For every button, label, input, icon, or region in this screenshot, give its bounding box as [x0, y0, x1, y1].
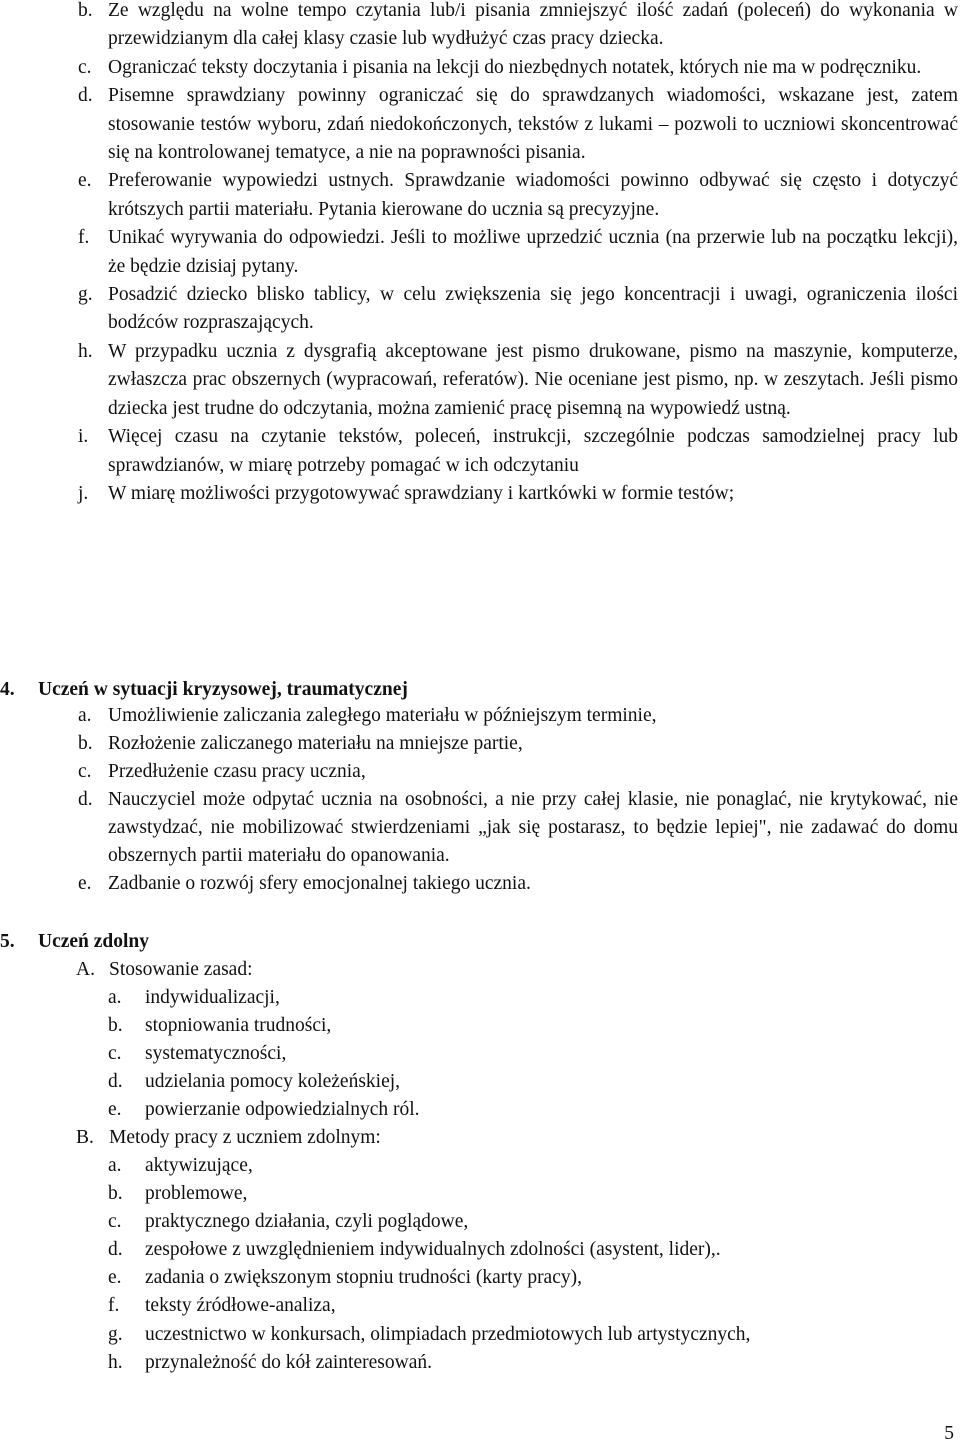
list-item: [108, 1096, 928, 1124]
item-text: Ograniczać teksty doczytania i pisania na lekcji do niezbędnych notatek, których nie ma w podręczniku.: [108, 56, 922, 78]
item-marker: a.: [78, 705, 92, 726]
subsection-marker: B.: [76, 1127, 94, 1148]
item-text: zadania o zwiększonym stopniu trudności (karty pracy),: [145, 1267, 582, 1289]
item-text: Rozłożenie zaliczanego materiału na mniejsze partie,: [108, 733, 523, 754]
list-item: [78, 54, 958, 82]
list-item: [108, 1292, 948, 1320]
item-marker: c.: [78, 761, 92, 782]
item-marker: h.: [108, 1351, 123, 1373]
item-marker: a.: [108, 1155, 122, 1176]
item-marker: j.: [78, 482, 89, 504]
subsection-title: Stosowanie zasad:: [109, 959, 253, 980]
list-item: [108, 1349, 948, 1377]
list-item: [108, 984, 928, 1012]
item-marker: f.: [108, 1295, 120, 1317]
list-item: [108, 1321, 948, 1349]
item-text: W przypadku ucznia z dysgrafią akceptowane jest pismo drukowane, pismo na maszynie, komputerze, zwłaszcza prac obszernych (wypracowań, referatów). Nie oceniane jest pismo, np. w zeszytach. Jeśli pismo dziecka jest trudne do odczytania, można zamienić pracę pisemną na wypowiedź ustną.: [108, 340, 958, 419]
list-item: [108, 1264, 948, 1292]
list-item: [108, 1012, 928, 1040]
item-text: powierzanie odpowiedzialnych ról.: [145, 1099, 420, 1121]
section-5-heading: [0, 928, 149, 956]
item-text: Pisemne sprawdziany powinny ograniczać się do sprawdzanych wiadomości, wskazane jest, zatem stosowanie testów wyboru, zdań niedokończonych, tekstów z lukami – pozwoli to uczniowi skoncentrować się na kontrolowanej tematyce, a nie na poprawności pisania.: [108, 85, 958, 164]
item-marker: i.: [78, 426, 89, 448]
item-text: aktywizujące,: [145, 1155, 253, 1176]
item-marker: e.: [108, 1267, 122, 1289]
item-text: Unikać wyrywania do odpowiedzi. Jeśli to możliwe uprzedzić ucznia (na przerwie lub na początku lekcji), że będzie dzisiaj pytany.: [108, 227, 958, 277]
item-marker: h.: [78, 340, 93, 362]
section-title: Uczeń zdolny: [38, 931, 150, 952]
list-item: [78, 758, 958, 786]
section-4-heading: [0, 676, 408, 704]
subsection-title: Metody pracy z uczniem zdolnym:: [109, 1127, 381, 1148]
item-marker: c.: [108, 1211, 122, 1233]
item-text: problemowe,: [145, 1183, 248, 1205]
adaptation-list: [78, 0, 958, 508]
item-text: teksty źródłowe-analiza,: [145, 1295, 336, 1317]
item-text: W miarę możliwości przygotowywać sprawdziany i kartkówki w formie testów;: [108, 482, 735, 504]
item-text: przynależność do kół zainteresowań.: [145, 1351, 432, 1373]
list-item: [78, 167, 958, 224]
item-marker: b.: [78, 733, 93, 754]
item-text: Posadzić dziecko blisko tablicy, w celu zwiększenia się jego koncentracji i uwagi, ograniczenia ilości bodźców rozpraszających.: [108, 284, 958, 334]
item-text: Umożliwienie zaliczania zaległego materiału w późniejszym terminie,: [108, 705, 657, 726]
item-marker: f.: [78, 227, 90, 249]
subsection-b-heading: [76, 1124, 381, 1152]
item-text: praktycznego działania, czyli poglądowe,: [145, 1211, 469, 1233]
item-text: indywidualizacji,: [145, 987, 280, 1008]
list-item: [78, 702, 958, 730]
item-text: Więcej czasu na czytanie tekstów, poleceń, instrukcji, szczególnie podczas samodzielnej pracy lub sprawdzianów, w miarę potrzeby pomagać w ich odczytaniu: [108, 426, 958, 476]
item-marker: c.: [108, 1043, 122, 1065]
section-number: 4.: [0, 679, 15, 700]
list-item: [108, 1180, 948, 1208]
item-marker: d.: [108, 1239, 123, 1261]
list-item: [108, 1068, 928, 1096]
list-item: [78, 480, 958, 508]
page-number: 5: [944, 1423, 954, 1444]
section-title: Uczeń w sytuacji kryzysowej, traumatycznej: [38, 679, 408, 700]
item-marker: e.: [78, 873, 92, 894]
subsection-marker: A.: [76, 959, 95, 980]
item-text: uczestnictwo w konkursach, olimpiadach przedmiotowych lub artystycznych,: [145, 1323, 751, 1345]
list-item: [108, 1208, 948, 1236]
list-item: [108, 1040, 928, 1068]
item-text: Zadbanie o rozwój sfery emocjonalnej takiego ucznia.: [108, 873, 531, 894]
item-text: Przedłużenie czasu pracy ucznia,: [108, 761, 366, 782]
item-text: systematyczności,: [145, 1043, 287, 1065]
methods-list: [108, 1152, 948, 1377]
item-marker: g.: [78, 284, 93, 306]
section-number: 5.: [0, 931, 15, 952]
item-marker: d.: [78, 85, 93, 107]
list-item: [108, 1152, 948, 1180]
list-item: [78, 730, 958, 758]
item-marker: b.: [108, 1015, 123, 1037]
item-marker: a.: [108, 987, 122, 1008]
list-item: [78, 338, 958, 423]
item-text: udzielania pomocy koleżeńskiej,: [145, 1071, 401, 1093]
item-text: Nauczyciel może odpytać ucznia na osobności, a nie przy całej klasie, nie ponaglać, nie krytykować, nie zawstydzać, nie mobilizować stwierdzeniami „jak się postarasz, to będzie lepiej", nie zadawać do domu obszernych partii materiału do opanowania.: [108, 789, 958, 866]
item-marker: d.: [108, 1071, 123, 1093]
principles-list: [108, 984, 928, 1124]
item-marker: e.: [108, 1099, 122, 1121]
list-item: [78, 224, 958, 281]
item-text: Ze względu na wolne tempo czytania lub/i pisania zmniejszyć ilość zadań (poleceń) do wykonania w przewidzianym dla całej klasy czasie lub wydłużyć czas pracy dziecka.: [108, 0, 958, 50]
item-marker: c.: [78, 56, 92, 78]
list-item: [78, 786, 958, 870]
item-marker: b.: [108, 1183, 123, 1205]
item-text: zespołowe z uwzględnieniem indywidualnych zdolności (asystent, lider),.: [145, 1239, 721, 1261]
list-item: [78, 281, 958, 338]
item-text: stopniowania trudności,: [145, 1015, 332, 1037]
item-marker: d.: [78, 789, 93, 810]
subsection-a-heading: [76, 956, 253, 984]
list-item: [78, 870, 958, 898]
list-item: [78, 0, 958, 54]
item-marker: b.: [78, 0, 93, 21]
list-item: [108, 1236, 948, 1264]
item-text: Preferowanie wypowiedzi ustnych. Sprawdzanie wiadomości powinno odbywać się często i dotyczyć krótszych partii materiału. Pytania kierowane do ucznia są precyzyjne.: [108, 170, 958, 220]
item-marker: g.: [108, 1323, 123, 1345]
list-item: [78, 82, 958, 167]
list-item: [78, 423, 958, 480]
item-marker: e.: [78, 170, 92, 192]
crisis-student-list: [78, 702, 958, 898]
